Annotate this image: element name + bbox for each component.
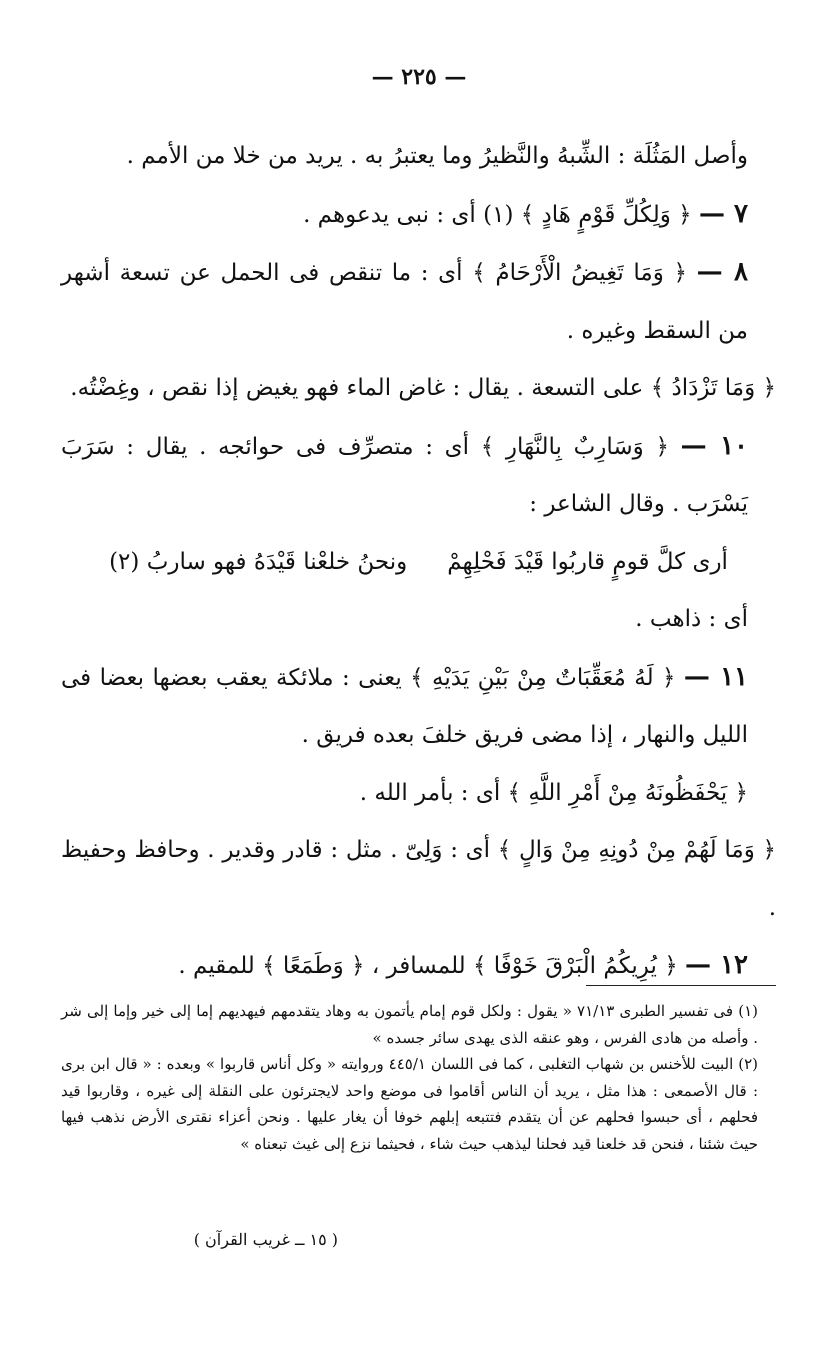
item-number: ٨ — [696, 257, 749, 287]
paragraph-yahfazunahu: ﴿ يَحْفَظُونَهُ مِنْ أَمْرِ اللَّهِ ﴾ أى : بأمر الله . [359, 779, 748, 806]
paragraph-7: ٧ — ﴿ وَلِكُلِّ قَوْمٍ هَادٍ ﴾ (١) أى : نبى يدعوهم . [303, 198, 748, 229]
item-number: ١١ — [683, 661, 749, 692]
page-number: — ٢٢٥ — [371, 64, 467, 90]
footnote-divider [586, 985, 776, 986]
footnotes [61, 998, 776, 1157]
paragraph-dhahib: أى : ذاهب . [635, 606, 748, 632]
item-number: ١٢ — [685, 950, 748, 980]
paragraph-12: ١٢ — ﴿ يُرِيكُمُ الْبَرْقَ خَوْفًا ﴾ للمسافر ، ﴿ وَطَمَعًا ﴾ للمقيم . [178, 950, 748, 980]
item-number: ٧ — [698, 198, 748, 229]
footnote-1: (١) فى تفسير الطبرى ٧١/١٣ « يقول : ولكل قوم إمام يأتمون به وهاد يتقدمهم فيهديهم إما إلى خير وإما إلى شر . وأصله من هادى الفرس ، وهو عنقه الذى يهدى سائر جسده » [61, 1002, 758, 1047]
signature-text: ( ١٥ ــ غريب القرآن ) [193, 1230, 338, 1249]
item-number: ١٠ — [680, 430, 748, 461]
paragraph-1: وأصل المَثُلَة : الشِّبهُ والنَّظيرُ وما يعتبرُ به . يريد من خلا من الأمم . [126, 143, 748, 169]
main-text [61, 128, 776, 996]
verse-second-hemistich: ونحنُ خلعْنا قَيْدَهُ فهو ساربُ (٢) [109, 548, 408, 575]
paragraph-11: ١١ — ﴿ لَهُ مُعَقِّبَاتٌ مِنْ بَيْنِ يَدَيْهِ ﴾ يعنى : ملائكة يعقب بعضها بعضا فى الليل والنهار ، إذا مضى فريق خلفَ بعده فريق . [61, 661, 749, 748]
paragraph-10: ١٠ — ﴿ وَسَارِبٌ بِالنَّهَارِ ﴾ أى : متصرِّف فى حوائجه . يقال : سَرَبَ يَسْرَب . وقال الشاعر : [61, 430, 748, 517]
verse-first-hemistich: أرى كلَّ قومٍ قاربُوا قَيْدَ فَحْلِهِمْ [447, 548, 728, 575]
paragraph-tazdad: ﴿ وَمَا تَزْدَادُ ﴾ على التسعة . يقال : غاض الماء فهو يغيض إذا نقص ، وغِضْتُه. [70, 375, 776, 401]
paragraph-wal: ﴿ وَمَا لَهُمْ مِنْ دُونِهِ مِنْ وَالٍ ﴾ أى : وَلِىّ . مثل : قادر وقدير . وحافظ وحفيظ . [61, 837, 776, 921]
footnote-2: (٢) البيت للأخنس بن شهاب التغلبى ، كما فى اللسان ٤٤٥/١ وروايته « وكل أناس قاربوا » وبعده : « قال ابن برى : قال الأصمعى : هذا مثل ، يريد أن الناس أقاموا فى موضع واحد لايجترئون على النقلة إلى غيره ، وقاربوا قيد فحلهم ، أى حبسوا فحلهم عن أن يتقدم فتتبعه إبلهم خوفا أن يغار عليها . ونحن أعزاء نقترى الأرض نذهب فيها حيث شئنا ، فنحن قد خلعنا قيد فحلنا ليذهب حيث شاء ، فحيثما نزع إلى غيث تبعناه » [61, 1055, 759, 1153]
paragraph-8: ٨ — ﴿ وَمَا تَغِيضُ الْأَرْحَامُ ﴾ أى : ما تنقص فى الحمل عن تسعة أشهر من السقط وغيره . [61, 257, 749, 344]
poetry-verse [61, 534, 776, 592]
